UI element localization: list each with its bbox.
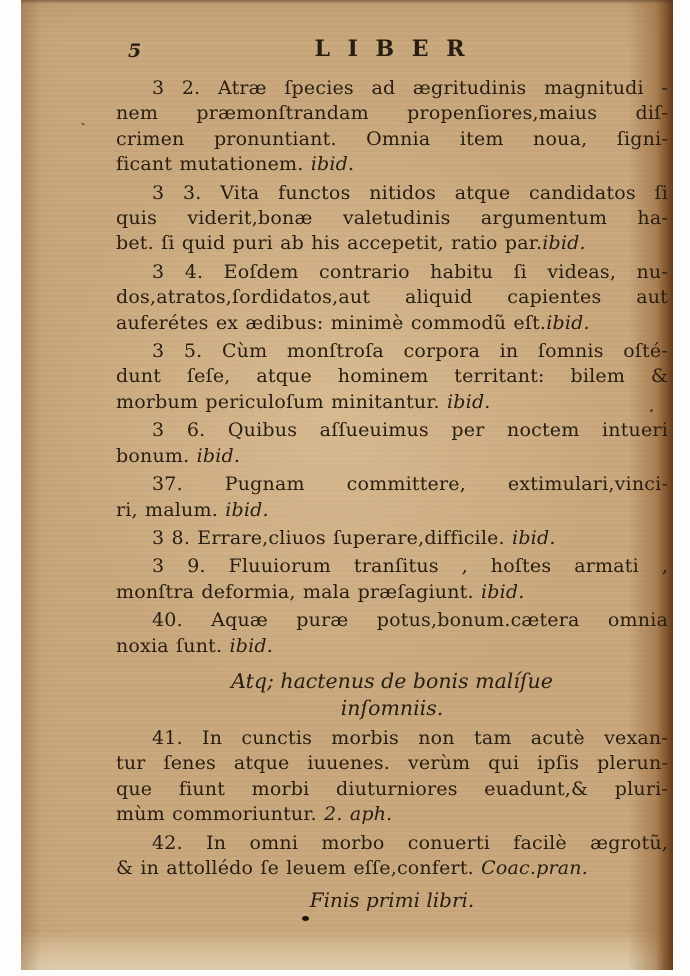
text-segment: auferétes ex ædibus: minimè commodũ eſt. bbox=[116, 311, 547, 334]
reference-citation: 2. aph. bbox=[324, 803, 393, 826]
text-segment: ficant mutationem. bbox=[116, 153, 311, 176]
text-line bbox=[116, 418, 668, 443]
text-segment: tur ſenes atque iuuenes. verùm qui ipſis plerun- bbox=[116, 752, 668, 775]
text-line bbox=[116, 498, 668, 523]
reference-citation: Coac.pran. bbox=[481, 856, 588, 879]
reference-citation: ibid. bbox=[512, 526, 556, 549]
reference-citation: inſomniis. bbox=[340, 695, 444, 720]
text-segment: crimen pronuntiant. Omnia item noua, ſigni- bbox=[116, 127, 668, 150]
reference-citation: ibid. bbox=[542, 232, 586, 255]
entry-37 bbox=[116, 472, 668, 523]
text-line bbox=[116, 608, 668, 633]
text-line bbox=[116, 580, 668, 605]
entry-38 bbox=[116, 526, 668, 551]
text-segment: noxia ſunt. bbox=[116, 634, 230, 657]
finis bbox=[116, 887, 668, 914]
text-block bbox=[116, 32, 668, 917]
entry-39 bbox=[116, 554, 668, 605]
entry-35 bbox=[116, 339, 668, 415]
text-segment: ri, malum. bbox=[116, 498, 226, 521]
text-segment: que fiunt morbi diuturniores euadunt,& pluri- bbox=[116, 777, 668, 800]
text-segment: 3 3. Vita functos nitidos atque candidatos ſi bbox=[152, 181, 668, 204]
text-segment: 3 9. Fluuiorum tranſitus , hoſtes armati , bbox=[152, 555, 668, 578]
text-line bbox=[116, 339, 668, 364]
text-line bbox=[116, 76, 668, 101]
text-line bbox=[116, 668, 668, 695]
entry-33 bbox=[116, 181, 668, 257]
text-segment: 42. In omni morbo conuerti facilè ægrotũ, bbox=[152, 831, 668, 854]
text-segment: bonum. bbox=[116, 444, 197, 467]
reference-citation: Atq; hactenus de bonis malíſue bbox=[231, 668, 553, 693]
text-segment: dunt ſeſe, atque hominem territant: bilem & bbox=[116, 365, 668, 388]
text-segment: 37. Pugnam committere, extimulari,vinci- bbox=[152, 473, 668, 496]
reference-citation: ibid. bbox=[447, 390, 491, 413]
text-segment: 3 5. Cùm monſtroſa corpora in ſomnis oſté- bbox=[152, 340, 668, 363]
entry-41 bbox=[116, 726, 668, 828]
body-text bbox=[116, 76, 668, 914]
text-segment: 41. In cunctis morbis non tam acutè vexan- bbox=[152, 726, 668, 749]
ink-speck bbox=[302, 916, 309, 921]
ink-speck bbox=[81, 122, 85, 126]
text-line bbox=[116, 260, 668, 285]
reference-citation: Finis primi libri. bbox=[309, 888, 475, 913]
text-line bbox=[116, 554, 668, 579]
text-segment: 40. Aquæ puræ potus,bonum.cætera omnia bbox=[152, 609, 668, 632]
text-segment: 3 4. Eoſdem contrario habitu ſi videas, nu- bbox=[152, 260, 668, 283]
entry-32 bbox=[116, 76, 668, 178]
text-segment: morbum periculoſum minitantur. bbox=[116, 390, 448, 413]
text-line bbox=[116, 444, 668, 469]
entry-36 bbox=[116, 418, 668, 469]
reference-citation: ibid. bbox=[546, 311, 590, 334]
text-line bbox=[116, 726, 668, 751]
text-line bbox=[116, 526, 668, 551]
ink-speck bbox=[650, 409, 653, 412]
text-segment: dos,atratos,ſordidatos,aut aliquid capientes aut bbox=[116, 286, 668, 309]
text-line bbox=[116, 856, 668, 881]
text-line bbox=[116, 231, 668, 256]
text-line bbox=[116, 285, 668, 310]
text-line bbox=[116, 831, 668, 856]
text-segment: mùm commoriuntur. bbox=[116, 803, 325, 826]
running-title: L I B E R bbox=[314, 36, 470, 62]
text-line bbox=[116, 390, 668, 415]
text-line bbox=[116, 887, 668, 914]
page-header bbox=[116, 32, 668, 76]
entry-40 bbox=[116, 608, 668, 659]
text-line bbox=[116, 634, 668, 659]
entry-42 bbox=[116, 831, 668, 882]
text-line bbox=[116, 695, 668, 722]
text-line bbox=[116, 751, 668, 776]
text-segment: quis viderit,bonæ valetudinis argumentum ha- bbox=[116, 207, 668, 230]
text-line bbox=[116, 311, 668, 336]
text-line bbox=[116, 101, 668, 126]
paper-sheet bbox=[21, 0, 673, 970]
text-line bbox=[116, 802, 668, 827]
text-line bbox=[116, 206, 668, 231]
text-segment: 3 2. Atræ ſpecies ad ægritudinis magnitudi - bbox=[152, 77, 668, 99]
reference-citation: ibid. bbox=[229, 634, 273, 657]
text-segment: monſtra deformia, mala præſagiunt. bbox=[116, 580, 481, 603]
reference-citation: ibid. bbox=[480, 580, 525, 603]
reference-citation: ibid. bbox=[310, 153, 355, 176]
text-segment: 3 6. Quibus aſſueuimus per noctem intueri bbox=[152, 419, 668, 442]
entry-34 bbox=[116, 260, 668, 336]
text-line bbox=[116, 181, 668, 206]
text-line bbox=[116, 152, 668, 177]
reference-citation: ibid. bbox=[225, 498, 269, 521]
text-segment: & in attollédo ſe leuem eſſe,confert. bbox=[116, 856, 482, 879]
text-segment: nem præmonſtrandam propenſiores,maius diſ- bbox=[116, 102, 668, 125]
text-line bbox=[116, 127, 668, 152]
text-line bbox=[116, 777, 668, 802]
page-number: 5 bbox=[128, 40, 142, 62]
text-line bbox=[116, 364, 668, 389]
reference-citation: ibid. bbox=[196, 444, 241, 467]
section-heading bbox=[116, 668, 668, 722]
text-line bbox=[116, 472, 668, 497]
text-segment: 3 8. Errare,cliuos ſuperare,difficile. bbox=[152, 526, 513, 549]
text-segment: bet. ſi quid puri ab his accepetit, ratio par. bbox=[116, 232, 543, 255]
